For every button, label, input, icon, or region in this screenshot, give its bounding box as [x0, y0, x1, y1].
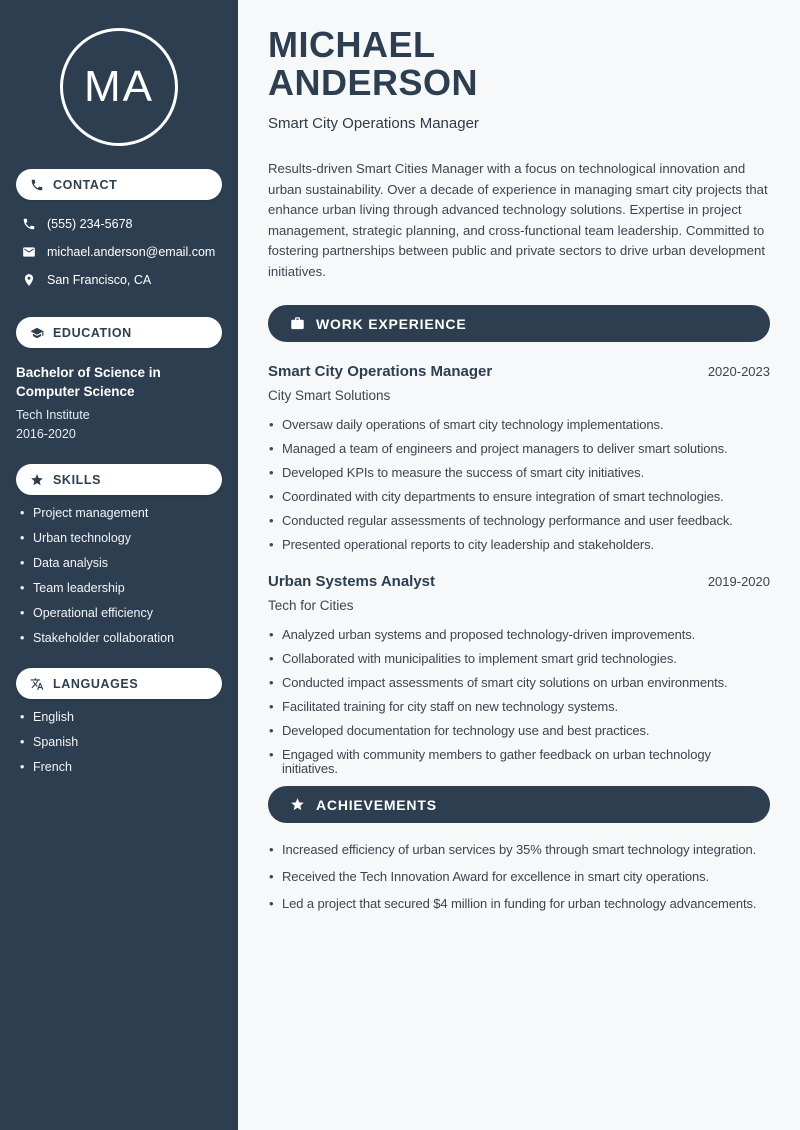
avatar	[60, 28, 178, 146]
work-experience-header	[268, 305, 770, 342]
avatar-wrap	[16, 28, 222, 146]
email-address: michael.anderson@email.com	[47, 245, 216, 259]
job-company: City Smart Solutions	[268, 388, 391, 403]
job-company: Tech for Cities	[268, 598, 354, 613]
skill-item: • Data analysis	[20, 556, 222, 570]
education-section-header	[16, 317, 222, 348]
skill-item: • Team leadership	[20, 581, 222, 595]
skills-list	[16, 506, 222, 645]
job-bullet: • Presented operational reports to city leadership and stakeholders.	[268, 538, 770, 552]
job-header	[268, 363, 770, 380]
language-item: • English	[20, 710, 222, 724]
achievement-bullet: • Led a project that secured $4 million in funding for urban technology advancements.	[268, 897, 770, 911]
job-bullet: • Coordinated with city departments to ensure integration of smart technologies.	[268, 490, 770, 504]
job-bullet-list	[268, 628, 770, 776]
achievements-header	[268, 786, 770, 823]
job-dates: 2020-2023	[707, 364, 770, 379]
skill-item: • Stakeholder collaboration	[20, 631, 222, 645]
translate-icon	[30, 677, 44, 691]
education-degree: Bachelor of Science in Computer Science	[16, 365, 161, 399]
job-dates: 2019-2020	[707, 574, 770, 589]
contact-list	[16, 210, 222, 294]
skill-item: • Project management	[20, 506, 222, 520]
headline-job-title: Smart City Operations Manager	[268, 115, 479, 132]
page-title	[268, 26, 770, 102]
languages-section-label: LANGUAGES	[53, 676, 139, 691]
phone-number: (555) 234-5678	[47, 217, 133, 231]
job-bullet: • Analyzed urban systems and proposed technology-driven improvements.	[268, 628, 770, 642]
job-bullet: • Conducted regular assessments of technology performance and user feedback.	[268, 514, 770, 528]
job-bullet-list	[268, 418, 770, 552]
job-bullet: • Collaborated with municipalities to implement smart grid technologies.	[268, 652, 770, 666]
name-line-2: ANDERSON	[268, 62, 479, 103]
skills-section-label: SKILLS	[53, 472, 102, 487]
contact-section-label: CONTACT	[53, 177, 118, 192]
languages-list	[16, 710, 222, 774]
contact-section-header	[16, 169, 222, 200]
languages-section-header	[16, 668, 222, 699]
star-icon	[30, 473, 44, 487]
achievements-label: ACHIEVEMENTS	[316, 796, 437, 813]
star-icon	[290, 797, 305, 812]
education-years: 2016-2020	[16, 427, 76, 441]
map-pin-icon	[22, 273, 36, 287]
achievement-bullet: • Received the Tech Innovation Award for excellence in smart city operations.	[268, 870, 770, 884]
achievements-list	[268, 843, 770, 911]
contact-item-phone	[16, 210, 222, 238]
language-item: • French	[20, 760, 222, 774]
skill-item: • Operational efficiency	[20, 606, 222, 620]
main-content	[238, 0, 800, 1130]
briefcase-icon	[290, 316, 305, 331]
achievement-bullet: • Increased efficiency of urban services by 35% through smart technology integration.	[268, 843, 770, 857]
skill-item: • Urban technology	[20, 531, 222, 545]
job-bullet: • Developed documentation for technology use and best practices.	[268, 724, 770, 738]
language-item: • Spanish	[20, 735, 222, 749]
job-bullet: • Facilitated training for city staff on new technology systems.	[268, 700, 770, 714]
name-line-1: MICHAEL	[268, 24, 436, 65]
job-title: Urban Systems Analyst	[268, 573, 436, 590]
job-entry	[268, 363, 770, 552]
envelope-icon	[22, 245, 36, 259]
job-bullet: • Conducted impact assessments of smart city solutions on urban environments.	[268, 676, 770, 690]
job-bullet: • Engaged with community members to gather feedback on urban technology initiatives.	[268, 748, 770, 776]
phone-icon	[22, 217, 36, 231]
summary-paragraph: Results-driven Smart Cities Manager with a focus on technological innovation and urban sustainability. Over a decade of experience in managing smart city projects that enhance urban living through advanced technology solutions. Expertise in project management, strategic planning, and cross-functional team leadership. Committed to fostering partnerships between public and private sectors to drive urban development initiatives.	[268, 161, 768, 279]
education-school: Tech Institute	[16, 408, 90, 422]
graduation-cap-icon	[30, 326, 44, 340]
avatar-initials: MA	[84, 62, 154, 111]
job-bullet: • Oversaw daily operations of smart city technology implementations.	[268, 418, 770, 432]
job-header	[268, 573, 770, 590]
job-bullet: • Developed KPIs to measure the success of smart city initiatives.	[268, 466, 770, 480]
contact-item-location	[16, 266, 222, 294]
job-bullet: • Managed a team of engineers and project managers to deliver smart solutions.	[268, 442, 770, 456]
job-title: Smart City Operations Manager	[268, 363, 493, 380]
skills-section-header	[16, 464, 222, 495]
sidebar	[0, 0, 238, 1130]
work-experience-label: WORK EXPERIENCE	[316, 315, 467, 332]
location-text: San Francisco, CA	[47, 273, 152, 287]
phone-icon	[30, 178, 44, 192]
contact-item-email	[16, 238, 222, 266]
education-section-label: EDUCATION	[53, 325, 132, 340]
job-entry	[268, 573, 770, 776]
